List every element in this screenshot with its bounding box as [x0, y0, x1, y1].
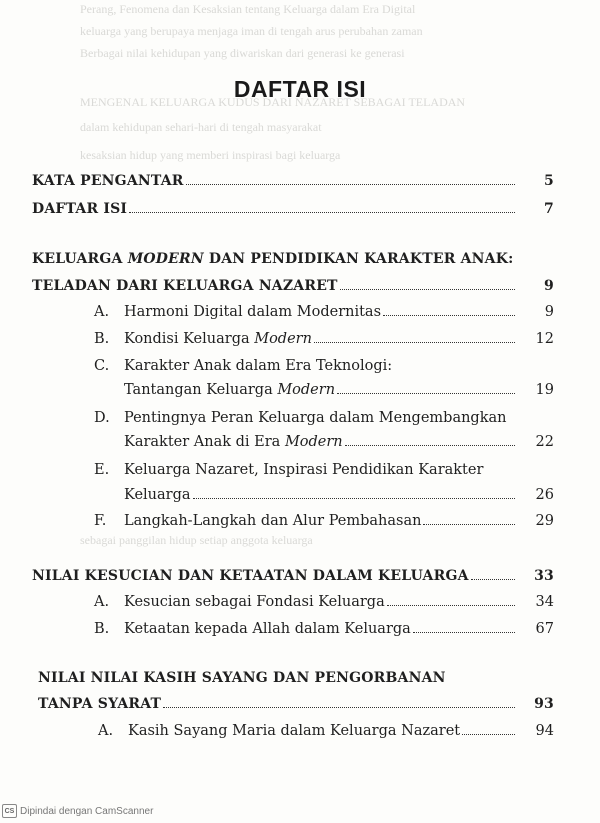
- toc-item-letter: D.: [94, 410, 110, 426]
- toc-item-1f[interactable]: [94, 512, 554, 530]
- toc-item-page: 12: [535, 331, 554, 347]
- toc-item-letter: A.: [94, 594, 110, 610]
- toc-chapter1[interactable]: [32, 277, 554, 295]
- toc-item-3a[interactable]: [98, 722, 554, 740]
- toc-item-title: Keluarga: [124, 487, 191, 503]
- toc-item-title: [124, 433, 343, 451]
- dot-leader: [129, 212, 515, 213]
- toc-item-1e-line1: [94, 461, 483, 479]
- bleed-through-text: MENGENAL KELUARGA KUDUS DARI NAZARET SEBAGAI TELADAN: [80, 95, 466, 109]
- toc-item-1e[interactable]: [124, 486, 554, 504]
- chapter-title-part: KELUARGA: [32, 251, 128, 267]
- dot-leader: [193, 498, 515, 499]
- dot-leader: [337, 393, 515, 394]
- toc-item-2a[interactable]: [94, 593, 554, 611]
- toc-item-title: Pentingnya Peran Keluarga dalam Mengembangkan: [124, 410, 507, 426]
- bleed-through-text: dalam kehidupan sehari-hari di tengah masyarakat: [80, 120, 322, 134]
- dot-leader: [462, 734, 515, 735]
- toc-item-letter: A.: [94, 304, 110, 320]
- dot-leader: [471, 579, 515, 580]
- toc-item-title-emphasis: Modern: [284, 434, 343, 450]
- toc-item-title-part: Karakter Anak di Era: [124, 434, 285, 450]
- toc-item-title: [124, 330, 312, 348]
- toc-entry-kata-pengantar[interactable]: [32, 172, 554, 190]
- toc-chapter2[interactable]: [32, 567, 554, 585]
- toc-chapter3[interactable]: [38, 695, 554, 713]
- toc-entry-title: DAFTAR ISI: [32, 201, 128, 217]
- camscanner-icon: CS: [2, 804, 17, 818]
- dot-leader: [186, 184, 515, 185]
- toc-chapter1-title-line1: [32, 250, 513, 268]
- toc-item-1a[interactable]: [94, 303, 554, 321]
- toc-item-letter: F.: [94, 513, 107, 529]
- page-title: DAFTAR ISI: [233, 76, 367, 102]
- toc-item-title: Harmoni Digital dalam Modernitas: [124, 304, 382, 320]
- toc-item-letter: B.: [94, 621, 110, 637]
- dot-leader: [340, 289, 515, 290]
- toc-item-page: 9: [544, 304, 554, 320]
- toc-chapter-title: TANPA SYARAT: [38, 696, 162, 712]
- dot-leader: [423, 524, 515, 525]
- toc-item-title-emphasis: Modern: [254, 331, 312, 347]
- dot-leader: [387, 605, 515, 606]
- toc-chapter-page: 9: [544, 278, 554, 294]
- bleed-through-text: sebagai panggilan hidup setiap anggota keluarga: [80, 533, 313, 547]
- toc-entry-daftar-isi[interactable]: [32, 200, 554, 218]
- scanner-watermark: [2, 804, 153, 818]
- toc-item-letter: C.: [94, 358, 110, 374]
- toc-entry-page: 7: [544, 201, 554, 217]
- toc-item-letter: E.: [94, 462, 110, 478]
- bleed-through-text: Perang, Fenomena dan Kesaksian tentang Keluarga dalam Era Digital: [80, 2, 416, 16]
- bleed-through-text: Berbagai nilai kehidupan yang diwariskan dari generasi ke generasi: [80, 46, 405, 60]
- toc-item-page: 19: [535, 382, 554, 398]
- toc-item-title-part: Kondisi Keluarga: [124, 331, 255, 347]
- dot-leader: [163, 707, 515, 708]
- bleed-through-text: keluarga yang berupaya menjaga iman di tengah arus perubahan zaman: [80, 24, 423, 38]
- toc-chapter3-title-line1: NILAI NILAI KASIH SAYANG DAN PENGORBANAN: [38, 670, 446, 686]
- toc-chapter-page: 93: [534, 696, 554, 712]
- chapter-title-emphasis: MODERN: [127, 251, 204, 267]
- toc-chapter-title: NILAI KESUCIAN DAN KETAATAN DALAM KELUARGA: [32, 568, 469, 584]
- toc-item-page: 67: [535, 621, 554, 637]
- chapter-title-part: DAN PENDIDIKAN KARAKTER ANAK:: [203, 251, 514, 267]
- toc-item-page: 94: [535, 723, 554, 739]
- bleed-through-text: kesaksian hidup yang memberi inspirasi bagi keluarga: [80, 148, 341, 162]
- toc-item-page: 26: [535, 487, 554, 503]
- toc-item-title: Karakter Anak dalam Era Teknologi:: [124, 358, 393, 374]
- toc-entry-page: 5: [544, 173, 554, 189]
- toc-item-2b[interactable]: [94, 620, 554, 638]
- toc-item-1d-line1: [94, 409, 506, 427]
- dot-leader: [413, 632, 515, 633]
- toc-item-page: 29: [535, 513, 554, 529]
- toc-item-title: Kesucian sebagai Fondasi Keluarga: [124, 594, 385, 610]
- dot-leader: [345, 445, 515, 446]
- toc-item-title-part: Tantangan Keluarga: [124, 382, 278, 398]
- toc-chapter-page: 33: [534, 568, 554, 584]
- toc-item-1d[interactable]: [124, 433, 554, 451]
- scanner-watermark-text: Dipindai dengan CamScanner: [20, 805, 154, 817]
- toc-chapter-title: TELADAN DARI KELUARGA NAZARET: [32, 278, 338, 294]
- toc-item-title: Kasih Sayang Maria dalam Keluarga Nazaret: [128, 723, 461, 739]
- toc-item-title: Ketaatan kepada Allah dalam Keluarga: [124, 621, 411, 637]
- toc-item-1c[interactable]: [124, 381, 554, 399]
- toc-item-title: Langkah-Langkah dan Alur Pembahasan: [124, 513, 422, 529]
- dot-leader: [314, 342, 515, 343]
- toc-item-page: 22: [535, 434, 554, 450]
- toc-item-1b[interactable]: [94, 330, 554, 348]
- toc-item-letter: A.: [98, 723, 114, 739]
- toc-item-title: [124, 381, 335, 399]
- toc-item-letter: B.: [94, 331, 110, 347]
- toc-item-title-emphasis: Modern: [277, 382, 336, 398]
- toc-entry-title: KATA PENGANTAR: [32, 173, 184, 189]
- toc-item-page: 34: [535, 594, 554, 610]
- dot-leader: [383, 315, 515, 316]
- toc-item-1c-line1: [94, 357, 392, 375]
- toc-item-title: Keluarga Nazaret, Inspirasi Pendidikan Karakter: [124, 462, 484, 478]
